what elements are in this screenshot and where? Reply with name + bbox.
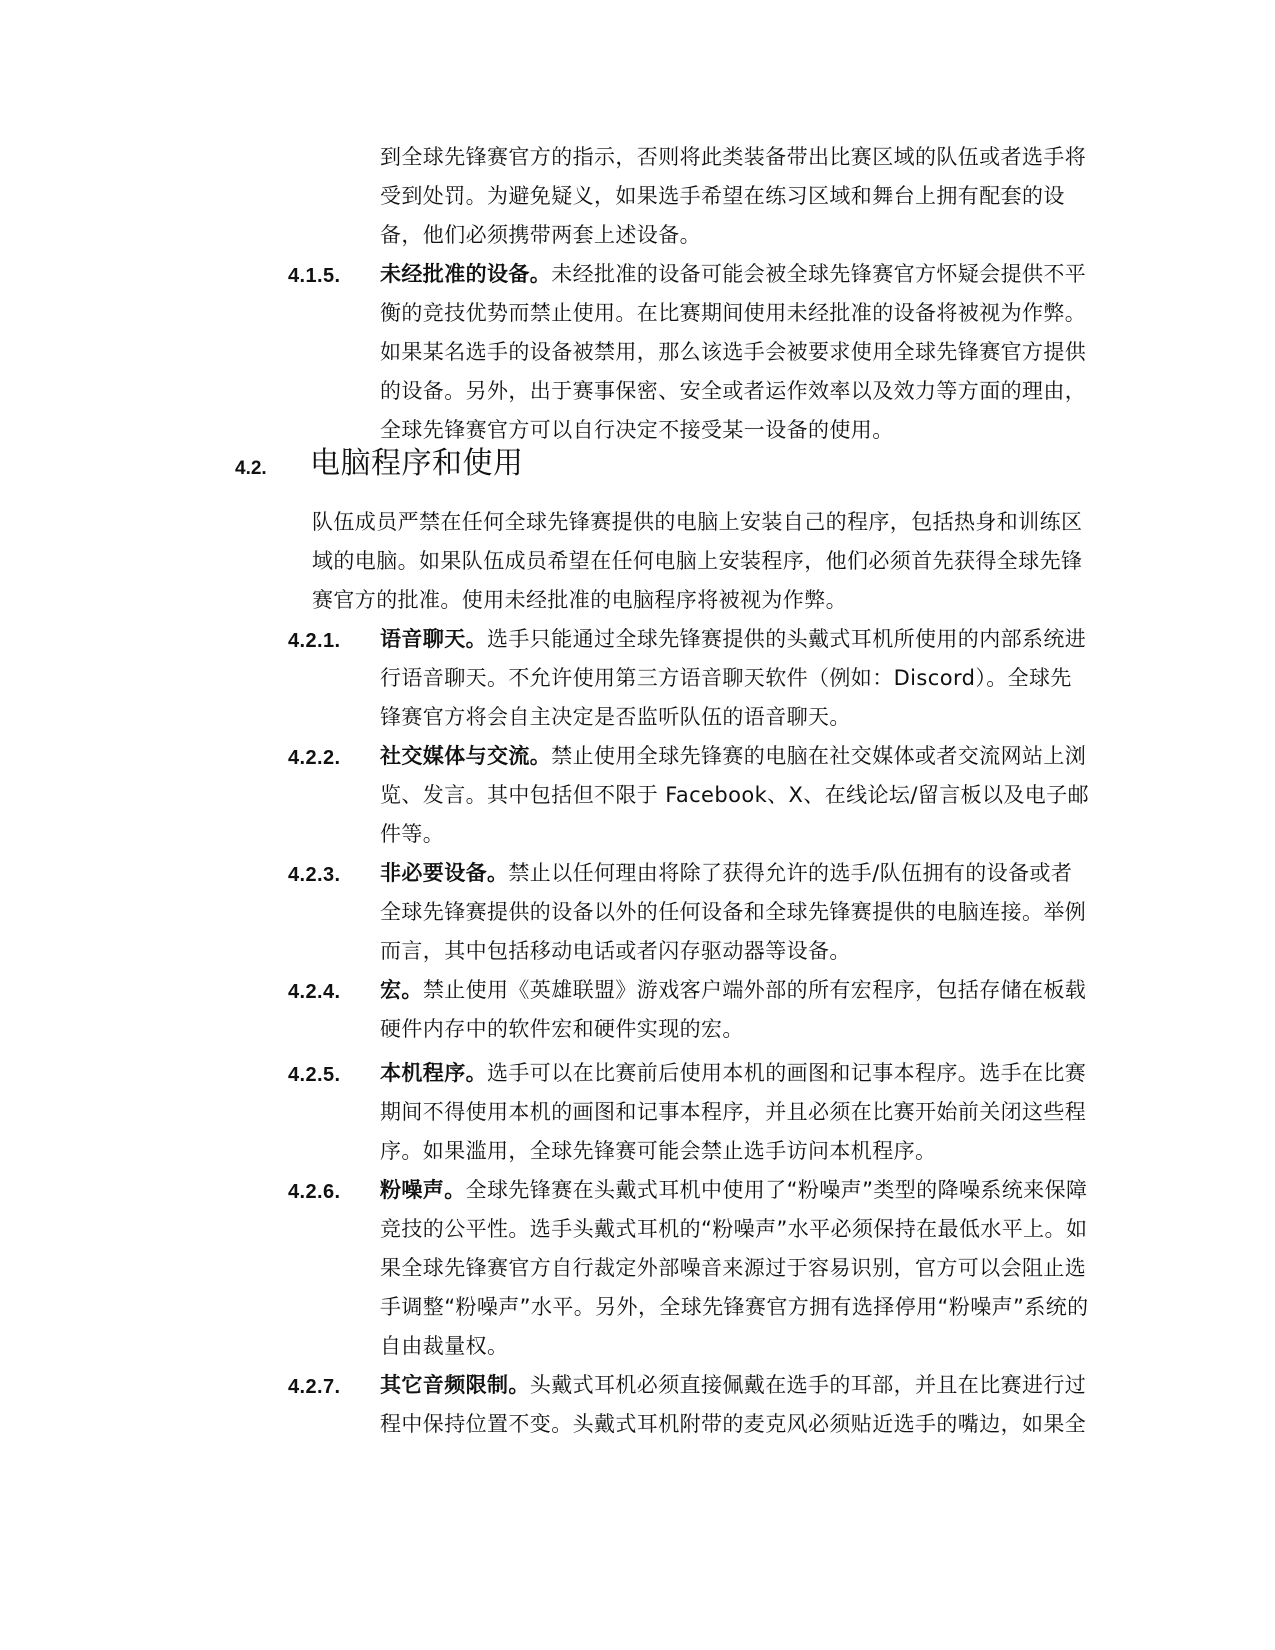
text-line: 未经批准的设备可能会被全球先锋赛官方怀疑会提供不平	[551, 262, 1087, 286]
text-line: 竞技的公平性。选手头戴式耳机的“粉噪声”水平必须保持在最低水平上。如	[380, 1217, 1088, 1241]
text-line: 到全球先锋赛官方的指示，否则将此类装备带出比赛区域的队伍或者选手将	[380, 145, 1087, 169]
clause-lead: 粉噪声。	[380, 1178, 466, 1202]
text-line: 序。如果滥用，全球先锋赛可能会禁止选手访问本机程序。	[380, 1139, 937, 1163]
clause-number: 4.2.7.	[288, 1376, 341, 1398]
clause-4-2-3	[288, 854, 1108, 971]
clause-4-2-5	[288, 1054, 1108, 1171]
text-line: 受到处罚。为避免疑义，如果选手希望在练习区域和舞台上拥有配套的设	[380, 184, 1065, 208]
clause-number: 4.1.5.	[288, 265, 341, 287]
text-line: 全球先锋赛在头戴式耳机中使用了“粉噪声”类型的降噪系统来保障	[465, 1178, 1088, 1202]
text-line: 选手可以在比赛前后使用本机的画图和记事本程序。选手在比赛	[487, 1061, 1087, 1085]
text-line: 选手只能通过全球先锋赛提供的头戴式耳机所使用的内部系统进	[487, 627, 1087, 651]
text-line: 硬件内存中的软件宏和硬件实现的宏。	[380, 1017, 744, 1041]
text-line: 的设备。另外，出于赛事保密、安全或者运作效率以及效力等方面的理由，	[380, 379, 1087, 403]
text-line: 览、发言。其中包括但不限于 Facebook、X、在线论坛/留言板以及电子邮	[380, 783, 1090, 807]
text-line: 全球先锋赛提供的设备以外的任何设备和全球先锋赛提供的电脑连接。举例	[380, 900, 1087, 924]
text-line: 全球先锋赛官方可以自行决定不接受某一设备的使用。	[380, 418, 894, 442]
clause-4-2-6	[288, 1171, 1108, 1366]
clause-4-2-2	[288, 737, 1108, 854]
clause-4-2-4	[288, 971, 1108, 1049]
clause-lead: 非必要设备。	[380, 861, 509, 885]
text-line: 禁止以任何理由将除了获得允许的选手/队伍拥有的设备或者	[508, 861, 1073, 885]
text-line: 程中保持位置不变。头戴式耳机附带的麦克风必须贴近选手的嘴边，如果全	[380, 1412, 1087, 1436]
clause-lead: 未经批准的设备。	[380, 262, 552, 286]
text-line: 锋赛官方将会自主决定是否监听队伍的语音聊天。	[380, 705, 851, 729]
text-line: 队伍成员严禁在任何全球先锋赛提供的电脑上安装自己的程序，包括热身和训练区	[312, 510, 1083, 534]
text-line: 期间不得使用本机的画图和记事本程序，并且必须在比赛开始前关闭这些程	[380, 1100, 1087, 1124]
text-line: 件等。	[380, 822, 445, 846]
text-line: 如果某名选手的设备被禁用，那么该选手会被要求使用全球先锋赛官方提供	[380, 340, 1087, 364]
text-line: 备，他们必须携带两套上述设备。	[380, 223, 701, 247]
clause-number: 4.2.6.	[288, 1181, 341, 1203]
section-heading-4-2	[235, 442, 1135, 492]
text-line: 衡的竞技优势而禁止使用。在比赛期间使用未经批准的设备将被视为作弊。	[380, 301, 1087, 325]
section-intro-paragraph	[312, 503, 1107, 620]
clause-lead: 宏。	[380, 978, 423, 1002]
text-line: 手调整“粉噪声”水平。另外，全球先锋赛官方拥有选择停用“粉噪声”系统的	[380, 1295, 1089, 1319]
clause-lead: 语音聊天。	[380, 627, 487, 651]
clause-number: 4.2.1.	[288, 630, 341, 652]
text-line: 域的电脑。如果队伍成员希望在任何电脑上安装程序，他们必须首先获得全球先锋	[312, 549, 1083, 573]
text-line: 禁止使用全球先锋赛的电脑在社交媒体或者交流网站上浏	[551, 744, 1087, 768]
section-number: 4.2.	[235, 458, 267, 479]
text-line: 头戴式耳机必须直接佩戴在选手的耳部，并且在比赛进行过	[529, 1373, 1087, 1397]
clause-lead: 本机程序。	[380, 1061, 487, 1085]
section-title: 电脑程序和使用	[310, 446, 524, 481]
text-line: 行语音聊天。不允许使用第三方语音聊天软件（例如：Discord）。全球先	[380, 666, 1072, 690]
clause-lead: 其它音频限制。	[380, 1373, 530, 1397]
text-line: 而言，其中包括移动电话或者闪存驱动器等设备。	[380, 939, 851, 963]
clause-number: 4.2.3.	[288, 864, 341, 886]
clause-number: 4.2.5.	[288, 1064, 341, 1086]
text-line: 禁止使用《英雄联盟》游戏客户端外部的所有宏程序，包括存储在板载	[422, 978, 1087, 1002]
clause-number: 4.2.4.	[288, 981, 341, 1003]
clause-lead: 社交媒体与交流。	[380, 744, 552, 768]
text-line: 果全球先锋赛官方自行裁定外部噪音来源过于容易识别，官方可以会阻止选	[380, 1256, 1087, 1280]
clause-4-1-5	[288, 255, 1108, 450]
text-line: 自由裁量权。	[380, 1334, 509, 1358]
clause-number: 4.2.2.	[288, 747, 341, 769]
text-line: 赛官方的批准。使用未经批准的电脑程序将被视为作弊。	[312, 588, 847, 612]
clause-4-2-1	[288, 620, 1108, 737]
continuation-paragraph	[380, 138, 1105, 255]
clause-4-2-7	[288, 1366, 1108, 1444]
